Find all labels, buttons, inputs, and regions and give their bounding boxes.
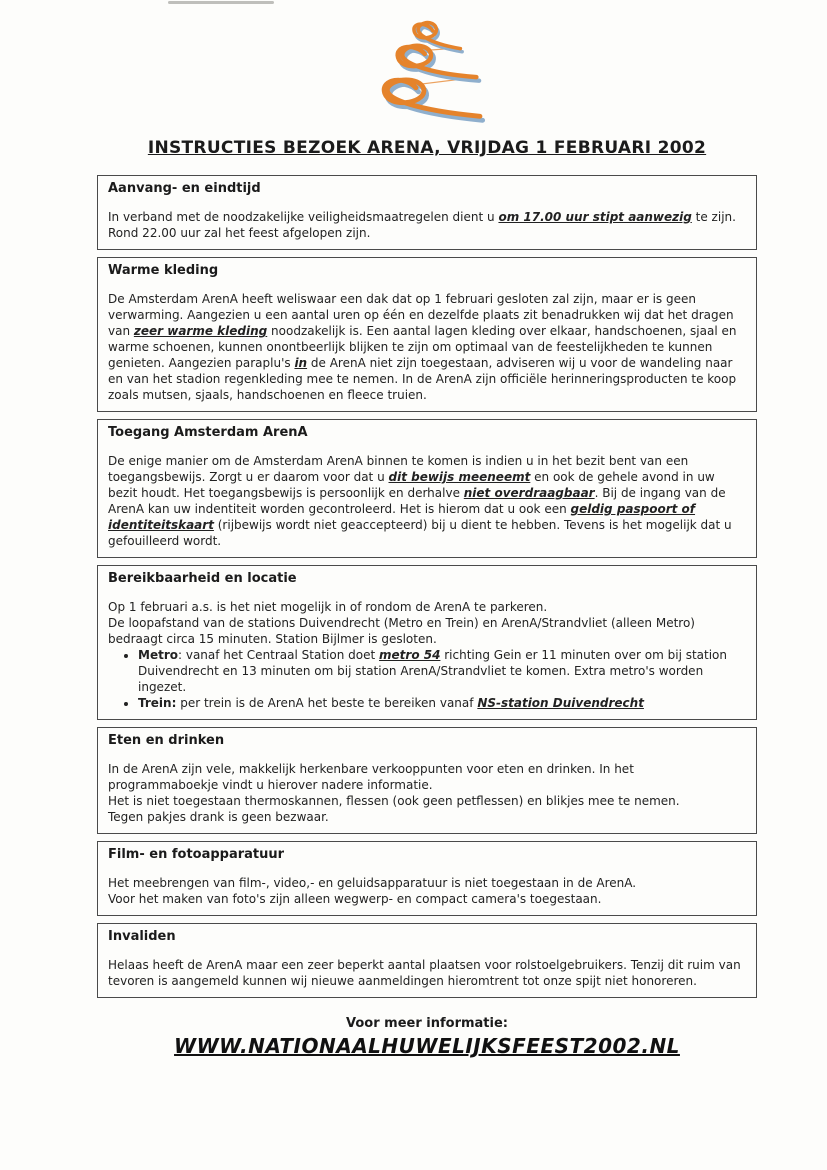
footer-url: WWW.NATIONAALHUWELIJKSFEEST2002.NL bbox=[174, 1034, 680, 1058]
text-segment: In de ArenA zijn vele, makkelijk herkenbare verkooppunten voor eten en drinken. In het programmaboekje vindt u hierover nadere informatie. bbox=[108, 762, 634, 792]
text-segment: Op 1 februari a.s. is het niet mogelijk in of rondom de ArenA te parkeren. bbox=[108, 600, 548, 614]
paragraph bbox=[108, 891, 746, 907]
text-segment: Het meebrengen van film-, video,- en geluidsapparatuur is niet toegestaan in de ArenA. bbox=[108, 876, 637, 890]
section-heading: Bereikbaarheid en locatie bbox=[108, 571, 297, 586]
text-segment: De loopafstand van de stations Duivendrecht (Metro en Trein) en ArenA/Strandvliet (alleen Metro) bedraagt circa 15 minuten. Station Bijlmer is gesloten. bbox=[108, 616, 695, 646]
paragraph bbox=[108, 291, 746, 403]
text-segment: metro 54 bbox=[379, 648, 441, 662]
paragraph bbox=[108, 761, 746, 793]
section-warme-kleding bbox=[97, 257, 757, 412]
document-content bbox=[97, 138, 757, 1005]
paragraph bbox=[108, 957, 746, 989]
text-segment: Metro bbox=[138, 648, 178, 662]
section-heading: Aanvang- en eindtijd bbox=[108, 181, 261, 196]
section-heading: Invaliden bbox=[108, 929, 176, 944]
paragraph bbox=[108, 875, 746, 891]
text-segment: : vanaf het Centraal Station doet bbox=[177, 648, 380, 662]
text-segment: (rijbewijs wordt niet geaccepteerd) bij u dient te hebben. Tevens is het mogelijk dat u gefouilleerd wordt. bbox=[108, 518, 732, 548]
sections bbox=[97, 175, 757, 998]
paragraph bbox=[108, 793, 746, 809]
text-segment: om 17.00 uur stipt aanwezig bbox=[498, 210, 692, 224]
section-heading: Toegang Amsterdam ArenA bbox=[108, 425, 308, 440]
text-segment: NS-station Duivendrecht bbox=[477, 696, 644, 710]
scan-artifact bbox=[168, 1, 274, 4]
text-segment: Helaas heeft de ArenA maar een zeer beperkt aantal plaatsen voor rolstoelgebruikers. Tenzij dit ruim van tevoren is aangemeld kunnen wij nieuwe aanmeldingen hieromtrent tot onze spijt niet honoreren. bbox=[108, 958, 741, 988]
section-heading: Film- en fotoapparatuur bbox=[108, 847, 285, 862]
paragraph bbox=[108, 209, 746, 241]
text-segment: de ArenA niet zijn toegestaan, adviseren wij u voor de wandeling naar en van het stadion regenkleding mee te nemen. In de ArenA zijn officiële herinneringsproducten te koop zoals mutsen, sjaals, handschoenen en fleece truien. bbox=[108, 356, 737, 402]
section-heading: Warme kleding bbox=[108, 263, 219, 278]
section-film-en-fotoapparatuur bbox=[97, 841, 757, 916]
text-segment: . Bij de ingang van de ArenA kan uw indentiteit worden gecontroleerd. Het is hierom dat u ook een bbox=[108, 486, 726, 516]
text-segment: Tegen pakjes drank is geen bezwaar. bbox=[108, 810, 329, 824]
text-segment: te zijn. Rond 22.00 uur zal het feest afgelopen zijn. bbox=[108, 210, 736, 240]
list-item bbox=[138, 647, 746, 695]
text-segment: per trein is de ArenA het beste te bereiken vanaf bbox=[176, 696, 478, 710]
text-segment: Het is niet toegestaan thermoskannen, flessen (ook geen petflessen) en blikjes mee te nemen. bbox=[108, 794, 680, 808]
section-toegang-amsterdam-arena bbox=[97, 419, 757, 558]
section-heading: Eten en drinken bbox=[108, 733, 225, 748]
text-segment: De enige manier om de Amsterdam ArenA binnen te komen is indien u in het bezit bent van een toegangsbewijs. Zorgt u er daarom voor dat u bbox=[108, 454, 689, 484]
section-aanvang-en-eindtijd bbox=[97, 175, 757, 250]
list-item bbox=[138, 695, 746, 711]
text-segment: niet overdraagbaar bbox=[463, 486, 595, 500]
paragraph bbox=[108, 809, 746, 825]
text-segment: in bbox=[294, 356, 308, 370]
ribbon-swirls-icon bbox=[350, 18, 528, 130]
paragraph bbox=[108, 453, 746, 549]
footer bbox=[97, 1016, 757, 1058]
paragraph bbox=[108, 599, 746, 615]
text-segment: dit bewijs meeneemt bbox=[388, 470, 531, 484]
page-title: INSTRUCTIES BEZOEK ARENA, VRIJDAG 1 FEBRUARI 2002 bbox=[147, 138, 707, 158]
text-segment: Voor het maken van foto's zijn alleen wegwerp- en compact camera's toegestaan. bbox=[108, 892, 602, 906]
text-segment: zeer warme kleding bbox=[133, 324, 268, 338]
text-segment: noodzakelijk is. Een aantal lagen kleding over elkaar, handschoenen, sjaal en warme schoenen, kunnen onontbeerlijk blijken te zijn om optimaal van de feestelijkheden te kunnen genieten. Aangezien paraplu's bbox=[108, 324, 737, 370]
paragraph bbox=[108, 615, 746, 647]
text-segment: richting Gein er 11 minuten over om bij station Duivendrecht en 13 minuten om bij station ArenA/Strandvliet te komen. Extra metro's worden ingezet. bbox=[138, 648, 728, 694]
section-bereikbaarheid-en-locatie bbox=[97, 565, 757, 720]
text-segment: geldig paspoort of identiteitskaart bbox=[108, 502, 696, 532]
ribbon-swirls-logo bbox=[350, 18, 528, 130]
text-segment: Trein: bbox=[138, 696, 177, 710]
bullet-list bbox=[108, 647, 746, 711]
footer-label: Voor meer informatie: bbox=[346, 1016, 508, 1031]
text-segment: In verband met de noodzakelijke veiligheidsmaatregelen dient u bbox=[108, 210, 499, 224]
section-invaliden bbox=[97, 923, 757, 998]
section-eten-en-drinken bbox=[97, 727, 757, 834]
text-segment: en ook de gehele avond in uw bezit houdt. Het toegangsbewijs is persoonlijk en derhalve bbox=[108, 470, 715, 500]
text-segment: De Amsterdam ArenA heeft weliswaar een dak dat op 1 februari gesloten zal zijn, maar er is geen verwarming. Aangezien u een aantal uren op één en dezelfde plaats zit benadrukken wij dat het dragen van bbox=[108, 292, 734, 338]
